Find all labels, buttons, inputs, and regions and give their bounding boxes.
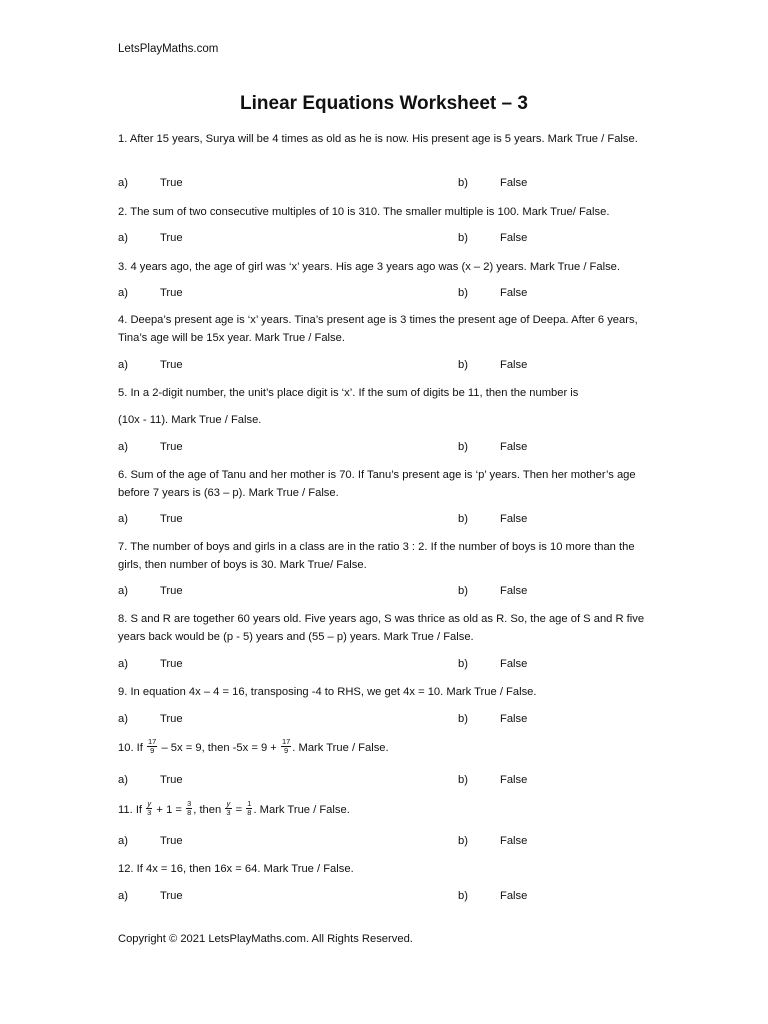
fraction: $\frac{17}{9}$ xyxy=(281,736,291,755)
option-a-label: a) xyxy=(118,585,128,597)
option-b-text: False xyxy=(500,287,528,299)
option-b-text: False xyxy=(500,441,528,453)
question-5: 5. In a 2-digit number, the unit’s place digit is ‘x’. If the sum of digits be 11, then the number is xyxy=(118,387,579,399)
fraction: $\frac{y}{3}$ xyxy=(226,798,231,817)
fraction: $\frac{1}{8}$ xyxy=(247,798,252,817)
fraction: $\frac{17}{9}$ xyxy=(148,736,157,755)
option-a-label: a) xyxy=(118,835,128,847)
question-12: 12. If 4x = 16, then 16x = 64. Mark True / False. xyxy=(118,863,354,875)
option-b-label: b) xyxy=(458,287,468,299)
option-a-text: True xyxy=(160,774,183,786)
question-7: 7. The number of boys and girls in a class are in the ratio 3 : 2. If the number of boys is 10 more than the girls, then number of boys is 30. Mark True/ False. xyxy=(118,541,635,571)
question-11-prefix: 11. If xyxy=(118,804,146,816)
option-a-label: a) xyxy=(118,658,128,670)
question-10-mid: – 5x = 9, then -5x = 9 + xyxy=(158,742,280,754)
fraction: $\frac{y}{3}$ xyxy=(147,798,152,817)
option-a-text: True xyxy=(160,513,183,525)
option-b-text: False xyxy=(500,890,528,902)
option-b-label: b) xyxy=(458,713,468,725)
option-b-text: False xyxy=(500,177,528,189)
option-a-text: True xyxy=(160,585,183,597)
option-b-label: b) xyxy=(458,441,468,453)
question-9: 9. In equation 4x – 4 = 16, transposing -4 to RHS, we get 4x = 10. Mark True / False. xyxy=(118,686,537,698)
question-11-suffix: . Mark True / False. xyxy=(253,804,350,816)
question-10 xyxy=(118,736,648,757)
option-b-label: b) xyxy=(458,513,468,525)
question-11-mid: + 1 = xyxy=(153,804,186,816)
page-title: Linear Equations Worksheet – 3 xyxy=(240,93,528,114)
question-3: 3. 4 years ago, the age of girl was ‘x’ years. His age 3 years ago was (x – 2) years. Mark True / False. xyxy=(118,261,620,273)
option-b-label: b) xyxy=(458,232,468,244)
option-b-label: b) xyxy=(458,890,468,902)
option-a-label: a) xyxy=(118,287,128,299)
copyright-footer: Copyright © 2021 LetsPlayMaths.com. All Rights Reserved. xyxy=(118,933,413,945)
option-b-label: b) xyxy=(458,177,468,189)
option-a-label: a) xyxy=(118,774,128,786)
question-5-continued: (10x - 11). Mark True / False. xyxy=(118,414,262,426)
option-b-label: b) xyxy=(458,658,468,670)
question-11 xyxy=(118,798,648,819)
option-a-text: True xyxy=(160,287,183,299)
question-11-mid3: = xyxy=(232,804,246,816)
option-a-text: True xyxy=(160,359,183,371)
question-10-prefix: 10. If xyxy=(118,742,146,754)
option-a-label: a) xyxy=(118,177,128,189)
question-8: 8. S and R are together 60 years old. Five years ago, S was thrice as old as R. So, the age of S and R five years back would be (p - 5) years and (55 – p) years. Mark True / False. xyxy=(118,613,645,643)
option-b-text: False xyxy=(500,774,528,786)
option-a-text: True xyxy=(160,713,183,725)
question-4: 4. Deepa’s present age is ‘x’ years. Tina’s present age is 3 times the present age of Deepa. After 6 years, Tina’s age will be 15x year. Mark True / False. xyxy=(118,314,638,344)
option-b-label: b) xyxy=(458,835,468,847)
option-b-label: b) xyxy=(458,359,468,371)
option-a-label: a) xyxy=(118,513,128,525)
option-a-text: True xyxy=(160,658,183,670)
option-a-text: True xyxy=(160,177,183,189)
question-1: 1. After 15 years, Surya will be 4 times as old as he is now. His present age is 5 years. Mark True / False. xyxy=(118,133,638,145)
option-a-text: True xyxy=(160,890,183,902)
option-b-text: False xyxy=(500,713,528,725)
option-b-text: False xyxy=(500,232,528,244)
question-11-mid2: , then xyxy=(193,804,225,816)
option-a-label: a) xyxy=(118,441,128,453)
option-b-text: False xyxy=(500,658,528,670)
site-name: LetsPlayMaths.com xyxy=(118,43,219,55)
fraction: $\frac{3}{8}$ xyxy=(187,798,192,817)
option-b-text: False xyxy=(500,359,528,371)
option-a-label: a) xyxy=(118,890,128,902)
option-b-label: b) xyxy=(458,585,468,597)
question-2: 2. The sum of two consecutive multiples of 10 is 310. The smaller multiple is 100. Mark True/ False. xyxy=(118,206,610,218)
option-a-text: True xyxy=(160,835,183,847)
option-a-label: a) xyxy=(118,359,128,371)
option-b-text: False xyxy=(500,585,528,597)
option-a-text: True xyxy=(160,441,183,453)
option-a-label: a) xyxy=(118,713,128,725)
option-b-label: b) xyxy=(458,774,468,786)
option-b-text: False xyxy=(500,835,528,847)
option-a-label: a) xyxy=(118,232,128,244)
option-b-text: False xyxy=(500,513,528,525)
question-10-suffix: . Mark True / False. xyxy=(292,742,389,754)
question-6: 6. Sum of the age of Tanu and her mother is 70. If Tanu’s present age is ‘p’ years. Then her mother’s age before 7 years is (63 – p). Mark True / False. xyxy=(118,469,636,499)
option-a-text: True xyxy=(160,232,183,244)
